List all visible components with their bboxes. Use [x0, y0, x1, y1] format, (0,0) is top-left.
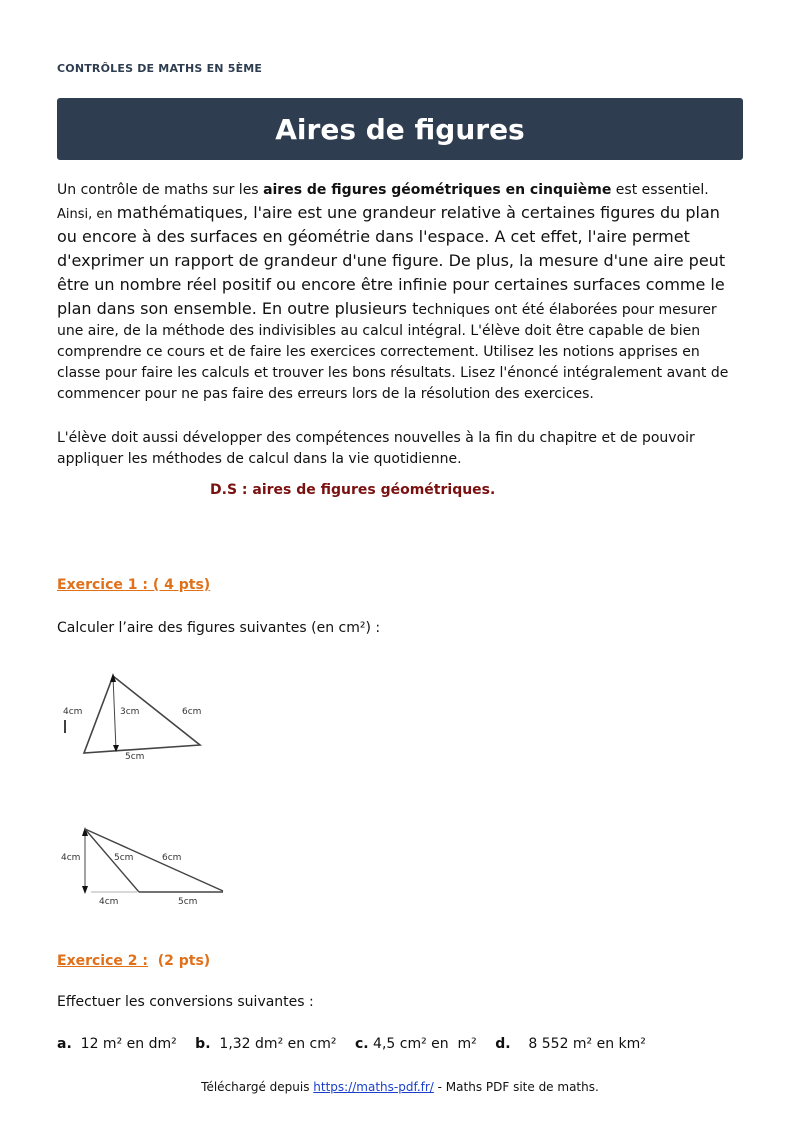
conversion-list: [57, 1036, 646, 1052]
fig1-label-3cm: 3cm: [120, 707, 140, 717]
exercise2-title-points: (2 pts): [147, 953, 211, 969]
exercise1-instruction: Calculer l’aire des figures suivantes (en cm²) :: [57, 620, 381, 636]
conversion-letter-d: d.: [495, 1036, 511, 1052]
conversion-text-d: 8 552 m² en km²: [510, 1036, 646, 1052]
conversion-text-a: 12 m² en dm²: [71, 1036, 177, 1052]
fig2-label-5cm-base: 5cm: [178, 897, 198, 907]
triangle-1-height: [113, 676, 116, 750]
fig1-label-6cm: 6cm: [182, 707, 202, 717]
fig2-label-5cm-side: 5cm: [114, 853, 134, 863]
conversion-item-a: [57, 1036, 177, 1052]
conversion-text-c: 4,5 cm² en m²: [368, 1036, 477, 1052]
intro-text-c: Ainsi,: [57, 207, 97, 222]
footer-prefix: Téléchargé depuis: [201, 1080, 314, 1094]
intro-bold-keyword: aires de figures géométriques en cinquième: [263, 182, 612, 198]
footer-suffix: - Maths PDF site de maths.: [433, 1080, 599, 1094]
intro-text-big: mathématiques, l'aire est une grandeur relative à certaines figures du plan ou encore à des surfaces en géométrie dans l'espace. A cet effet, l'aire permet d'exprimer un rapport de grandeur d'une figure. De plus, la mesure d'une aire peut être un nombre réel positif ou encore être infinie pour certaines surfaces comme le plan dans son ensemble. En outre plusieurs t: [57, 203, 726, 318]
conversion-item-d: [495, 1036, 646, 1052]
conversion-letter-c: c.: [354, 1036, 369, 1052]
figure-1-triangle: [57, 668, 217, 768]
footer-link[interactable]: https://maths-pdf.fr/: [313, 1080, 434, 1094]
intro-paragraph: [57, 180, 743, 405]
intro-text-en: en: [96, 207, 117, 222]
figure-2-triangle: [57, 822, 232, 912]
fig2-label-4cm-height: 4cm: [61, 853, 81, 863]
footer: [0, 1080, 800, 1094]
intro-text-a: Un contrôle de maths sur les: [57, 182, 264, 198]
second-paragraph: L'élève doit aussi développer des compétences nouvelles à la fin du chapitre et de pouvoir appliquer les méthodes de calcul dans la vie quotidienne.: [57, 430, 695, 467]
fig2-label-4cm-base: 4cm: [99, 897, 119, 907]
conversion-text-b: 1,32 dm² en cm²: [210, 1036, 337, 1052]
exercise2-instruction: Effectuer les conversions suivantes :: [57, 994, 314, 1010]
fig1-label-5cm: 5cm: [125, 752, 145, 762]
conversion-item-b: [195, 1036, 336, 1052]
title-banner: [57, 98, 743, 160]
conversion-letter-a: a.: [57, 1036, 72, 1052]
conversion-item-c: [355, 1036, 477, 1052]
exercise2-title-main: Exercice 2 :: [57, 953, 148, 969]
fig1-label-4cm: 4cm: [63, 707, 83, 717]
intro-text-rest: echniques ont été élaborées pour mesurer une aire, de la méthode des indivisibles au calcul intégral. L'élève doit être capable de bien comprendre ce cours et de faire les exercices correctement. Utilisez les notions apprises en classe pour faire les calculs et trouver les bons résultats. Lisez l'énoncé intégralement avant de commencer pour ne pas faire des erreurs lors de la résolution des exercices.: [57, 302, 729, 402]
fig2-label-6cm-side: 6cm: [162, 853, 182, 863]
exercise1-title: [57, 577, 210, 593]
conversion-letter-b: b.: [195, 1036, 211, 1052]
exercise2-title: [57, 953, 210, 969]
fig2-arrow-down-icon: [82, 886, 88, 894]
header-kicker: CONTRÔLES DE MATHS EN 5ÈME: [57, 62, 263, 75]
ds-title: D.S : aires de figures géométriques.: [210, 482, 496, 498]
intro-text-b: est essentiel.: [611, 182, 709, 198]
fig2-side-6cm: [85, 829, 223, 891]
page-title: Aires de figures: [275, 112, 525, 146]
exercise1-title-text: Exercice 1 : ( 4 pts): [57, 577, 211, 593]
